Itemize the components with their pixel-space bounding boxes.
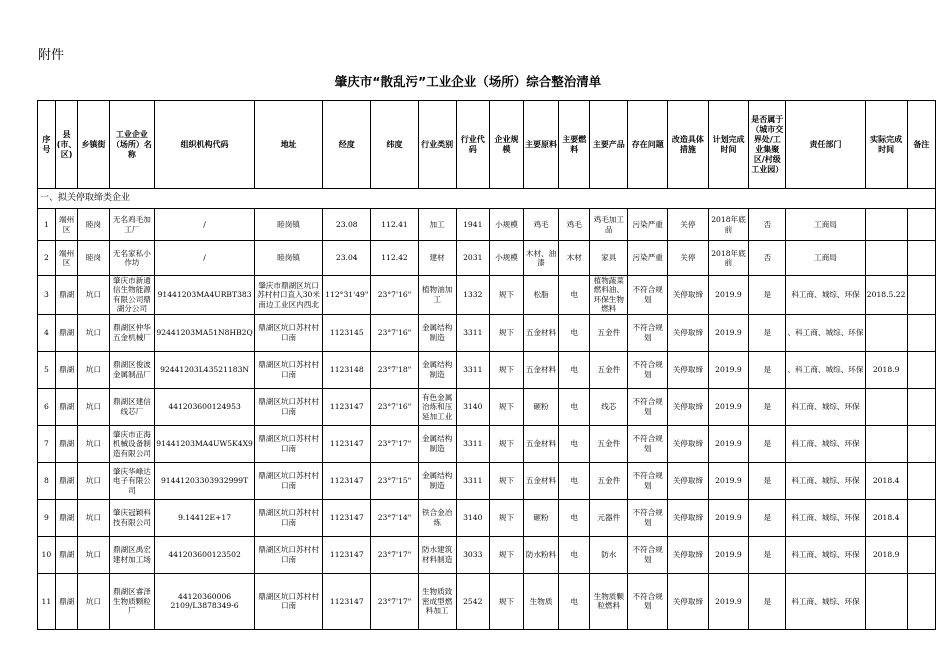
table-cell: 是 xyxy=(749,276,786,315)
table-cell: 91441203MA4UW5K4X9 xyxy=(155,425,255,462)
table-cell: 电 xyxy=(559,536,590,573)
table-cell: 1123147 xyxy=(323,425,371,462)
table-cell: 鼎湖 xyxy=(55,388,78,425)
table-cell: 鼎湖 xyxy=(55,425,78,462)
table-cell: 睦岗镇 xyxy=(254,241,322,276)
table-cell: 砸粉 xyxy=(523,499,558,536)
table-cell: 科工商、城综、环保 xyxy=(786,425,865,462)
table-cell: 木材、油漆 xyxy=(523,241,558,276)
table-cell xyxy=(907,573,935,629)
table-cell: 关停取缔 xyxy=(668,573,709,629)
table-cell: 不符合规划 xyxy=(628,314,668,351)
table-cell: 是 xyxy=(749,351,786,388)
table-cell: 坑口 xyxy=(78,314,109,351)
table-cell: / xyxy=(155,241,255,276)
table-cell: 3033 xyxy=(456,536,489,573)
table-cell: 无名鸡毛加工厂 xyxy=(109,209,155,241)
table-cell: 无名家私小作坊 xyxy=(109,241,155,276)
table-cell: 1123148 xyxy=(323,351,371,388)
col-header: 企业规模 xyxy=(490,101,524,189)
table-cell: 肇庆市鼎湖区坑口苏村村口直入30米南边工业区内西北 xyxy=(254,276,322,315)
table-cell: 2018.5.22 xyxy=(865,276,907,315)
table-cell xyxy=(907,536,935,573)
table-cell: 23°7'16" xyxy=(371,276,419,315)
table-cell: 科工商、城综、环保 xyxy=(786,388,865,425)
table-cell: 加工 xyxy=(418,209,456,241)
table-cell: 2019.9 xyxy=(708,573,749,629)
table-cell: 23.08 xyxy=(323,209,371,241)
table-cell: 1123147 xyxy=(323,388,371,425)
table-cell: 五金材料 xyxy=(523,425,558,462)
table-cell: 污染严重 xyxy=(628,209,668,241)
col-header: 备注 xyxy=(907,101,935,189)
table-cell: 坑口 xyxy=(78,462,109,499)
table-cell: 关停取缔 xyxy=(668,499,709,536)
table-cell: 规下 xyxy=(490,351,524,388)
table-cell xyxy=(907,276,935,315)
table-cell: 不符合规划 xyxy=(628,276,668,315)
table-cell: 睦岗 xyxy=(78,209,109,241)
table-cell: 防水建筑材料制造 xyxy=(418,536,456,573)
table-cell: 关停取缔 xyxy=(668,351,709,388)
table-cell: 关停 xyxy=(668,241,709,276)
table-cell: 鼎湖区睿泽生物质颗粒厂 xyxy=(109,573,155,629)
table-cell: 工商局 xyxy=(786,241,865,276)
table-row xyxy=(38,388,936,425)
rectification-table xyxy=(37,100,936,630)
table-cell xyxy=(907,241,935,276)
table-cell: 441203600123502 xyxy=(155,536,255,573)
table-cell: 鼎湖区禹宏建材加工场 xyxy=(109,536,155,573)
table-row xyxy=(38,425,936,462)
table-row xyxy=(38,499,936,536)
table-cell xyxy=(907,462,935,499)
table-cell: 441203600124953 xyxy=(155,388,255,425)
table-cell: 鼎湖区坑口苏村村口南 xyxy=(254,499,322,536)
table-cell xyxy=(907,314,935,351)
table-cell: 五金材料 xyxy=(523,351,558,388)
table-cell: 规下 xyxy=(490,536,524,573)
table-cell: 2018年底前 xyxy=(708,209,749,241)
table-cell: 金属结构制造 xyxy=(418,351,456,388)
table-cell: / xyxy=(155,209,255,241)
table-cell: 3 xyxy=(38,276,56,315)
table-cell: 鼎湖区坑口苏村村口南 xyxy=(254,351,322,388)
col-header: 序号 xyxy=(38,101,56,189)
table-cell: 1 xyxy=(38,209,56,241)
col-header: 主要燃料 xyxy=(559,101,590,189)
table-cell: 、科工商、城综、环保 xyxy=(786,314,865,351)
table-cell: 金属结构制造 xyxy=(418,425,456,462)
table-row xyxy=(38,314,936,351)
table-cell xyxy=(865,388,907,425)
col-header: 组织机构代码 xyxy=(155,101,255,189)
table-cell: 小规模 xyxy=(490,241,524,276)
table-cell: 鼎湖 xyxy=(55,573,78,629)
page-title: 肇庆市“散乱污”工业企业（场所）综合整治清单 xyxy=(334,74,602,89)
table-cell: 2018年底前 xyxy=(708,241,749,276)
table-cell: 不符合规划 xyxy=(628,573,668,629)
col-header: 改造具体措施 xyxy=(668,101,709,189)
col-header: 计划完成时间 xyxy=(708,101,749,189)
table-cell: 2019.9 xyxy=(708,462,749,499)
table-cell: 9.14412E+17 xyxy=(155,499,255,536)
table-cell: 五金件 xyxy=(590,351,628,388)
header-row xyxy=(38,101,936,189)
table-cell: 、科工商、城综、环保 xyxy=(786,351,865,388)
table-cell: 是 xyxy=(749,314,786,351)
table-cell: 电 xyxy=(559,276,590,315)
table-cell: 91441203303932999T xyxy=(155,462,255,499)
table-cell: 不符合规划 xyxy=(628,462,668,499)
table-cell: 112°31'49" xyxy=(323,276,371,315)
table-cell: 防水 xyxy=(590,536,628,573)
table-cell: 不符合规划 xyxy=(628,425,668,462)
table-cell: 线芯 xyxy=(590,388,628,425)
table-cell: 规下 xyxy=(490,462,524,499)
table-cell: 鼎湖区俊波金属制品厂 xyxy=(109,351,155,388)
table-cell: 鼎湖区坑口苏村村口南 xyxy=(254,462,322,499)
table-cell: 电 xyxy=(559,573,590,629)
table-cell: 鸡毛 xyxy=(559,209,590,241)
table-cell: 端州区 xyxy=(55,209,78,241)
col-header: 地址 xyxy=(254,101,322,189)
table-cell: 3140 xyxy=(456,499,489,536)
table-cell: 肇庆市新通信生物能源有限公司鼎湖分公司 xyxy=(109,276,155,315)
table-cell: 生物质 xyxy=(523,573,558,629)
table-cell: 1123147 xyxy=(323,499,371,536)
table-row xyxy=(38,241,936,276)
table-cell: 否 xyxy=(749,241,786,276)
table-cell: 不符合规划 xyxy=(628,351,668,388)
table-cell: 金属结构制造 xyxy=(418,314,456,351)
table-cell: 是 xyxy=(749,462,786,499)
table-cell: 关停取缔 xyxy=(668,536,709,573)
table-cell: 肇庆冠颖科技有限公司 xyxy=(109,499,155,536)
table-cell: 鸡毛加工品 xyxy=(590,209,628,241)
table-cell: 家具 xyxy=(590,241,628,276)
table-cell: 端州区 xyxy=(55,241,78,276)
table-cell: 23°7'16" xyxy=(371,314,419,351)
table-cell: 23°7'17" xyxy=(371,536,419,573)
table-cell xyxy=(907,388,935,425)
table-cell: 肇庆市正海机械设备制造有限公司 xyxy=(109,425,155,462)
table-cell: 鼎湖 xyxy=(55,314,78,351)
table-cell: 3311 xyxy=(456,314,489,351)
table-cell: 不符合规划 xyxy=(628,499,668,536)
table-cell: 1123147 xyxy=(323,536,371,573)
table-cell: 建材 xyxy=(418,241,456,276)
table-cell: 91441203MA4URBT383 xyxy=(155,276,255,315)
table-cell: 23°7'17" xyxy=(371,573,419,629)
table-cell: 3311 xyxy=(456,351,489,388)
table-cell: 科工商、城综、环保 xyxy=(786,462,865,499)
table-cell: 松脂 xyxy=(523,276,558,315)
col-header: 纬度 xyxy=(371,101,419,189)
table-cell: 小规模 xyxy=(490,209,524,241)
table-cell: 鼎湖区坑口苏村村口南 xyxy=(254,573,322,629)
table-cell: 规下 xyxy=(490,425,524,462)
table-cell: 污染严重 xyxy=(628,241,668,276)
table-cell: 1941 xyxy=(456,209,489,241)
table-cell: 2018.9 xyxy=(865,351,907,388)
table-cell: 是 xyxy=(749,573,786,629)
table-cell: 是 xyxy=(749,388,786,425)
col-header: 工业企业（场所）名称 xyxy=(109,101,155,189)
table-cell: 坑口 xyxy=(78,499,109,536)
table-cell: 规下 xyxy=(490,499,524,536)
table-cell: 睦岗 xyxy=(78,241,109,276)
section-label: 一、拟关停取缔类企业 xyxy=(38,189,936,209)
table-cell: 关停取缔 xyxy=(668,276,709,315)
table-cell xyxy=(907,425,935,462)
table-cell: 睦岗镇 xyxy=(254,209,322,241)
table-cell: 鼎湖 xyxy=(55,351,78,388)
table-cell: 不符合规划 xyxy=(628,536,668,573)
table-cell: 鼎湖区坑口苏村村口南 xyxy=(254,536,322,573)
table-cell xyxy=(865,314,907,351)
table-cell: 规下 xyxy=(490,573,524,629)
table-cell: 关停取缔 xyxy=(668,425,709,462)
table-row xyxy=(38,536,936,573)
col-header: 行业类别 xyxy=(418,101,456,189)
table-cell: 23.04 xyxy=(323,241,371,276)
table-cell xyxy=(907,351,935,388)
table-cell: 五金件 xyxy=(590,425,628,462)
table-cell: 92441203MA51N8HB2Q xyxy=(155,314,255,351)
table-cell: 1123145 xyxy=(323,314,371,351)
table-cell: 科工商、城综、环保 xyxy=(786,573,865,629)
table-cell: 科工商、城综、环保 xyxy=(786,276,865,315)
table-cell: 电 xyxy=(559,351,590,388)
table-cell: 坑口 xyxy=(78,536,109,573)
table-cell: 10 xyxy=(38,536,56,573)
table-cell: 2 xyxy=(38,241,56,276)
table-cell: 11 xyxy=(38,573,56,629)
table-row xyxy=(38,276,936,315)
table-cell: 鼎湖区仲华五金机械厂 xyxy=(109,314,155,351)
table-cell xyxy=(865,573,907,629)
table-row xyxy=(38,351,936,388)
table-cell: 112.42 xyxy=(371,241,419,276)
table-cell: 生物质颗粒燃料 xyxy=(590,573,628,629)
table-cell: 44120360006 2109/L3878349-6 xyxy=(155,573,255,629)
table-cell: 2019.9 xyxy=(708,536,749,573)
table-cell: 关停取缔 xyxy=(668,314,709,351)
col-header: 是否属于（城市交界处/工业集聚区/村级工业园） xyxy=(749,101,786,189)
table-cell: 2018.4 xyxy=(865,462,907,499)
table-cell: 7 xyxy=(38,425,56,462)
table-cell: 112.41 xyxy=(371,209,419,241)
table-cell: 电 xyxy=(559,314,590,351)
table-cell: 植物蔬菜燃料油、环保生物燃料 xyxy=(590,276,628,315)
col-header: 行业代码 xyxy=(456,101,489,189)
table-cell: 3311 xyxy=(456,425,489,462)
section-row xyxy=(38,189,936,209)
table-cell xyxy=(907,499,935,536)
table-cell: 是 xyxy=(749,425,786,462)
table-row xyxy=(38,573,936,629)
table-cell: 2019.9 xyxy=(708,276,749,315)
table-cell: 五金材料 xyxy=(523,462,558,499)
table-row xyxy=(38,209,936,241)
table-cell: 23°7'16" xyxy=(371,388,419,425)
table-cell xyxy=(865,241,907,276)
table-cell: 1123147 xyxy=(323,462,371,499)
table-cell: 有色金属冶炼和压延加工业 xyxy=(418,388,456,425)
col-header: 主要原料 xyxy=(523,101,558,189)
table-cell: 鼎湖 xyxy=(55,499,78,536)
table-cell: 2018.4 xyxy=(865,499,907,536)
col-header: 经度 xyxy=(323,101,371,189)
table-cell: 科工商、城综、环保 xyxy=(786,536,865,573)
table-cell: 4 xyxy=(38,314,56,351)
table-cell: 关停取缔 xyxy=(668,388,709,425)
table-cell: 电 xyxy=(559,499,590,536)
table-cell: 关停 xyxy=(668,209,709,241)
col-header: 乡镇街 xyxy=(78,101,109,189)
table-cell: 坑口 xyxy=(78,425,109,462)
table-cell: 规下 xyxy=(490,276,524,315)
table-cell: 是 xyxy=(749,536,786,573)
table-cell: 2019.9 xyxy=(708,388,749,425)
table-cell: 1123147 xyxy=(323,573,371,629)
table-cell: 肇庆华峰达电子有限公司 xyxy=(109,462,155,499)
table-cell: 木材 xyxy=(559,241,590,276)
table-cell: 规下 xyxy=(490,314,524,351)
table-cell: 2019.9 xyxy=(708,314,749,351)
table-cell: 23°7'14" xyxy=(371,499,419,536)
table-cell: 砸粉 xyxy=(523,388,558,425)
table-cell: 防水粉料 xyxy=(523,536,558,573)
table-cell: 92441203L43521183N xyxy=(155,351,255,388)
table-cell: 电 xyxy=(559,425,590,462)
table-cell: 规下 xyxy=(490,388,524,425)
table-cell: 坑口 xyxy=(78,276,109,315)
table-cell: 元器件 xyxy=(590,499,628,536)
table-cell: 铁合金冶炼 xyxy=(418,499,456,536)
table-cell: 2019.9 xyxy=(708,425,749,462)
table-cell: 3311 xyxy=(456,462,489,499)
table-cell: 23°7'17" xyxy=(371,425,419,462)
table-cell: 23°7'15" xyxy=(371,462,419,499)
col-header: 主要产品 xyxy=(590,101,628,189)
table-cell: 工商局 xyxy=(786,209,865,241)
table-cell: 鼎湖区坑口苏村村口南 xyxy=(254,388,322,425)
col-header: 存在问题 xyxy=(628,101,668,189)
table-cell: 1332 xyxy=(456,276,489,315)
table-cell xyxy=(907,209,935,241)
table-cell: 鼎湖区建信线芯厂 xyxy=(109,388,155,425)
table-cell: 鼎湖 xyxy=(55,276,78,315)
table-cell: 23°7'18" xyxy=(371,351,419,388)
table-cell: 不符合规划 xyxy=(628,388,668,425)
table-cell xyxy=(865,209,907,241)
table-cell: 坑口 xyxy=(78,388,109,425)
col-header: 县(市、区) xyxy=(55,101,78,189)
table-cell: 2018.9 xyxy=(865,536,907,573)
table-cell: 鸡毛 xyxy=(523,209,558,241)
col-header: 责任部门 xyxy=(786,101,865,189)
table-cell: 鼎湖 xyxy=(55,536,78,573)
table-cell: 5 xyxy=(38,351,56,388)
table-cell: 电 xyxy=(559,388,590,425)
table-cell: 2031 xyxy=(456,241,489,276)
table-cell: 3140 xyxy=(456,388,489,425)
table-cell: 2019.9 xyxy=(708,499,749,536)
table-cell xyxy=(865,425,907,462)
table-cell: 五金材料 xyxy=(523,314,558,351)
table-cell: 鼎湖区坑口苏村村口南 xyxy=(254,314,322,351)
table-cell: 2542 xyxy=(456,573,489,629)
table-cell: 鼎湖 xyxy=(55,462,78,499)
table-cell: 关停取缔 xyxy=(668,462,709,499)
table-cell: 五金件 xyxy=(590,314,628,351)
table-cell: 科工商、城综、环保 xyxy=(786,499,865,536)
table-cell: 电 xyxy=(559,462,590,499)
table-cell: 6 xyxy=(38,388,56,425)
table-cell: 坑口 xyxy=(78,351,109,388)
col-header: 实际完成时间 xyxy=(865,101,907,189)
table-cell: 是 xyxy=(749,499,786,536)
attachment-label: 附件 xyxy=(38,48,65,63)
table-cell: 否 xyxy=(749,209,786,241)
table-cell: 五金件 xyxy=(590,462,628,499)
table-cell: 植物油加工 xyxy=(418,276,456,315)
table-cell: 金属结构制造 xyxy=(418,462,456,499)
table-cell: 鼎湖区坑口苏村村口南 xyxy=(254,425,322,462)
table-row xyxy=(38,462,936,499)
table-cell: 生物质致密成型燃料加工 xyxy=(418,573,456,629)
table-cell: 2019.9 xyxy=(708,351,749,388)
table-cell: 9 xyxy=(38,499,56,536)
table-cell: 8 xyxy=(38,462,56,499)
table-cell: 坑口 xyxy=(78,573,109,629)
